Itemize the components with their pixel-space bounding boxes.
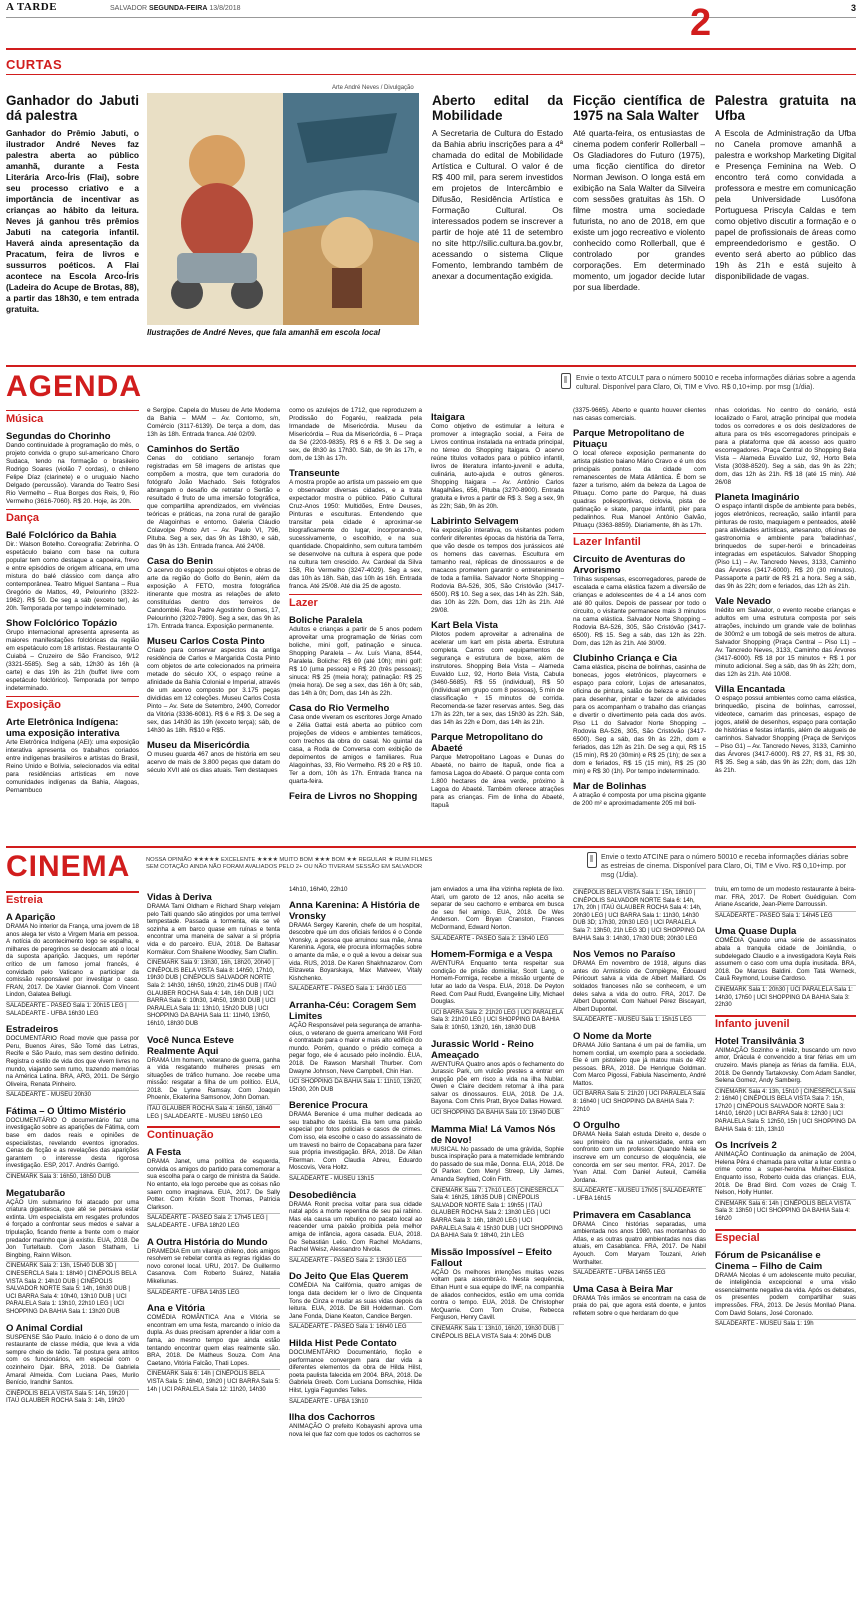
event-text: Parque Metropolitano Lagoas e Dunas do Abaeté, no bairro de Itapuã, onde fica a famosa Lagoa do Abaeté. O parque conta com 1.800 hectares de área verde, próximo à Lagoa do Abaeté. Também oferece atrações para as crianças. Fim de linha do Abaeté, Itapuã: [431, 754, 564, 809]
event-text: O espaço possui ambientes como cama elástica, brinquedão, piscina de bolinhas, carrossel, videotece, camarim das princesas, espaço de jogos, ateliê de desenhos, espaço para contação de histórias e festas infantis, além de alugueis de carrinhos. Salvador Shopping (Praça de Serviços – Piso G1) – Av. Tancredo Neves, 3133, Caminho das Árvores (3417-6000). R$ 27, R$ 31, R$ 30, R$ 35. Seg a sáb, das 9h às 22h; dom, das 12h às 21h.: [715, 695, 856, 774]
event-title: Feira de Livros no Shopping: [289, 791, 418, 802]
movie-title: Hilda Hist Pede Contato: [289, 1337, 397, 1349]
movie-title: Mamma Mia! Lá Vamos Nós de Novo!: [431, 1123, 556, 1146]
event-title: Show Folclórico Topázio: [6, 618, 118, 629]
event-text: Casa onde viveram os escritores Jorge Amado e Zélia Gattai está aberta ao público com projeções de vídeos e ambientes temáticos, com trechos da obra do casal. No quintal da casa, a Roda de Conversa com exibição de depoimentos de amigos e familiares. Rua Alagoinhas, 33, Rio Vermelho. R$ 20 e R$ 10. Ter a dom, 10h às 17h. Entrada franca na quarta-feira.: [289, 714, 422, 785]
movie-title: Os Incríveis 2: [715, 1140, 777, 1152]
illustration-art: [147, 93, 419, 325]
movie-synopsis: DOCUMENTÁRIO Documentário, ficção e performance convergem para dar vida a diferentes elementos da obra de Hilda Hilst, poeta paulista falecida em 2004. BRA, 2018. De Gabriela Greeb. Com Luciana Domschke, Hilda Hilst, Lygia Fagundes Telles.: [289, 1348, 422, 1394]
movie-synopsis: DRAMA Cinco histórias separadas, uma ambientada nos anos 1980, nas montanhas do Atlas, e as outras quatro ambientadas nos dias atuais, em Casablanca. FRA, 2017. De Nabil Ayouch. Com Maryam Touzani, Arieh Worthalter.: [573, 1220, 706, 1266]
event-text: Dando continuidade à programação do mês, o projeto convida o grupo sul-americano Choro Sudaca, tendo na formação o brasileiro Rodrigo Soares (violão 7 cordas), o chileno Felipe Díaz (clarinete) e o uruguaio Nacho Delgado (percussão). Varanda do Teatro Sesi Rio Vermelho – Rua Borges dos Reis, 9, Rio Vermelho (3616-7060). R$ 20. Hoje, às 20h.: [6, 442, 139, 505]
article-body: A Escola de Administração da Ufba no Canela promove amanhã a palestra e workshop Marketing Digital e Presença Feminina na Web. O encontro terá como convidada a professora e mestre em comunicação pela Universidade Lusófona Portuguesa Priscyla Caldas e tem como objetivo discutir a formação e o papel de profissionais de áreas como empreendedorismo e gestão. O evento será aberto ao público das 19h às 21h e está sujeito à disponibilidade de vagas.: [715, 128, 856, 281]
cinema-rule: [6, 846, 856, 848]
article-body: A Secretaria de Cultura do Estado da Bahia abriu inscrições para a 4ª chamada do edital de Mobilidade Artística e Cultural. O valor é de R$ 400 mil, para serem investidos em projetos de Intercâmbio e Difusão, Residência Artística e Formação Cultural. Os interessados podem se inscrever a partir de hoje até 11 de setembro no site http://silic.cultura.ba.gov.br, acessando o sistema Clique Fomento, lembrando também de anexar a documentação exigida.: [432, 128, 563, 281]
masthead: [6, 0, 856, 18]
article-body: Até quarta-feira, os entusiastas de cinema podem conferir Rollerball – Os Gladiadores do Futuro (1975), uma ficção científica do diretor Norman Jewison. O longa está em exibição na Sala Walter da Silveira com sessões gratuitas às 15h. O filme mostra uma sociedade futurista, no ano de 2018, em que existe um jogo recreativo e violento conhecido como Rollerball, que é controlado por grandes corporações. Em determinado momento, um jogador decide lutar por sua liberdade.: [573, 128, 705, 292]
event-title: Balé Folclórico da Bahia: [6, 530, 117, 541]
event-title: Boliche Paralela: [289, 615, 363, 626]
cinema-subsection: Infanto juvenil: [715, 1015, 856, 1030]
event-text: O museu guarda 467 anos de história em seu acervo de mais de 3.800 peças que datam do século XVII até os dias atuais. Tem destaques: [147, 751, 280, 774]
movie-synopsis: COMÉDIA Quando uma série de assassinatos abala a tranquila cidade de Joinlândia, o subdelegado Claudio e a investigadora Keyla Reis assumem o caso com uma dupla inusitada. BRA, 2018. De Marcus Baldini. Com Tatá Werneck, Cauã Reymond, Louise Cardoso.: [715, 937, 856, 983]
dateline: SALVADOR SEGUNDA-FEIRA 13/8/2018: [110, 5, 241, 12]
movie-showtimes: CINEMARK Sala 3: 16h50, 18h50 DUB: [6, 1172, 139, 1182]
movie-showtimes: UCI SHOPPING DA BAHIA Sala 1: 11h10, 13h20, 15h30, 20h DUB: [289, 1079, 422, 1093]
movie-title: Você Nunca Esteve Realmente Aqui: [147, 1034, 234, 1057]
cinema-subsection: Especial: [715, 1229, 856, 1244]
agenda-category: Dança: [6, 509, 139, 525]
movie-showtimes: UCI BARRA Sala 2: 21h20 LEG | UCI PARALELA Sala 3: 21h20 LEG | UCI SHOPPING DA BAHIA Sala 8: 10h50, 13h20, 16h, 18h30 DUB: [431, 1009, 564, 1031]
movie-synopsis: truiu, em torno de um modesto restaurante à beira-mar. FRA, 2017. De Robert Guédiguian. Com Ariane Ascaride, Jean-Pierre Darroussin.: [715, 886, 856, 909]
movie-title: Ilha dos Cachorros: [289, 1412, 376, 1424]
cinema-column-4: [431, 886, 564, 1598]
movie-title: A Aparição: [6, 912, 56, 923]
movie-showtimes: SALADEARTE - PASEO Sala 2: 13h40 LEG: [431, 934, 564, 944]
movie-showtimes: SALADEARTE - PASEO Sala 1: 16h40 LEG: [289, 1322, 422, 1332]
movie-synopsis: SUSPENSE São Paulo. Inácio é o dono de um restaurante de classe média, que leva a vida sempre cheio de tédio. Tal postura gera atritos com os funcionários, em especial com o cozinheiro Djair. BRA, 2018. De Gabriela Amaral Almeida. Com Luciana Paes, Murilo Benício, Irandhir Santos.: [6, 1333, 139, 1387]
movie-title: Uma Casa à Beira Mar: [573, 1283, 673, 1295]
cinema-sms-promo: Envie o texto ATCINE para o número 50010 e receba informações diárias sobre as estreias de cinema. Disponível para Claro, Oi, TIM e Vivo. R$ 0,10+imp. por msg (1/dia).: [601, 854, 849, 879]
event-text: Na exposição interativa, os visitantes podem conferir diferentes épocas da história da Terra, que vão desde os tempos dos jurássicos até os homens das cavernas. Escultura em tamanho real, réplicas de dinossauros e de macacos prometem garantir o entretenimento de toda a família. Salvador Norte Shopping – Rodovia BA-526, 305, São Cristóvão (3417-6500). R$ 10. Seg a sex, das 14h às 22h. Sáb, das 10h às 22h. Dom, das 12h às 21h. Até 29/08.: [431, 527, 564, 614]
movie-synopsis: DRAMA No interior da França, uma jovem de 18 anos alega ter visto a Virgem Maria em pessoa. A notícia do acontecimento logo se espalha, e milhares de peregrinos se deslocam até o local da suposta aparição. Jacques, um repórter crítico de um famoso jornal francês, é convidado pelo Vaticano a participar da comissão responsável por investigar o caso. FRAN, 2017. De Xavier Giannoli. Com Vincent Lindon, Galatea Bellugi.: [6, 923, 139, 999]
photo-caption: Ilustrações de André Neves, que fala amanhã em escola local: [147, 328, 381, 337]
event-text: Dir.: Walson Botelho. Coreografia: Zebrinha. O espetáculo baiano com base na cultura popular tem como destaque a capoeira, frevo e entre episódios de origem africana, em uma mistura do balé clássico com dança afro contemporânea. Teatro Miguel Santana – Rua Gregório de Mattos, 49, Pelourinho (3322-1962). R$ 50. De seg a sáb (exceto ter), às 20h. Temporada por tempo indeterminado.: [6, 541, 139, 612]
event-text: Pilotos podem aproveitar a adrenalina de acelerar um kart em pista aberta. Estrutura completa. Carros com equipamentos de segurança e estrutura de boxe, além de instrutores. Shopping Bela Vista – Alameda Euvaldo Luz, 92, Horto Bela Vista, Cabula (3460-5685). R$ 55 (individual), R$ 50 (individual em grupo com 8 pessoas), 5 min de classificação + 15 minutos de corrida. Recomenda-se fazer reservas antes. Seg, das 17h às 22h, ter a sex, das 15h30 às 22h. Sáb, das 14h às 22h e Dom, das 14h às 21h.: [431, 631, 564, 726]
movie-title: O Animal Cordial: [6, 1322, 83, 1334]
agenda-category: Lazer: [289, 594, 422, 610]
event-title: Casa do Benin: [147, 556, 213, 567]
curtas-section-title: CURTAS: [6, 57, 63, 72]
agenda-column-2: [147, 407, 280, 837]
movie-title: Berenice Procura: [289, 1100, 368, 1112]
event-title: Caminhos do Sertão: [147, 444, 240, 455]
movie-showtimes: SALADEARTE - MUSEU Sala 1: 19h: [715, 1319, 856, 1329]
event-title: Transeunte: [289, 468, 340, 479]
movie-synopsis: AVENTURA Quatro anos após o fechamento do Jurassic Park, um vulcão prestes a entrar em erupção põe em risco a vida na ilha Nublar. Owen e Claire decidem retornar à ilha para salvar os dinossauros. EUA, 2018. De J.A. Bayona. Com Chris Pratt, Bryce Dallas Howard.: [431, 1060, 564, 1106]
event-title: Vale Nevado: [715, 596, 771, 607]
movie-title: Jurassic World - Reino Ameaçado: [431, 1038, 534, 1061]
movie-title: Primavera em Casablanca: [573, 1209, 691, 1221]
event-text: Cenas do cotidiano sertanejo foram registradas em 58 imagens de artistas que compõem a mostra, que tem curadoria do fotógrafo João Machado. Seis fotógrafos abrangam o desafio de retratar o Sertão e resultado é fruto de uma imersão fotográfica, que compartilha aprendizados, em vivências teóricas e práticas, na zona rural de garajão de Alagoinhas e entorno. Galeria Cláudio Colavolpe Photo Art – Av. Paulo VI, 796, Pituba. Seg a sex, das 9h às 18h30, e sáb, das 9h às 13h. Entrada franca. Até 24/08.: [147, 455, 280, 550]
agenda-column-1: [6, 407, 139, 837]
movie-synopsis: DRAMA Três irmãos se encontram na casa de praia do pai, que agora está doente, e juntos refletem sobre o que herdaram do que: [573, 1294, 706, 1317]
movie-title: Nos Vemos no Paraíso: [573, 949, 676, 961]
cinema-column-3: [289, 886, 422, 1598]
movie-synopsis: ANIMAÇÃO O prefeito Kobayashi aprova uma nova lei que faz com que todos os cachorros se: [289, 1423, 422, 1438]
movie-synopsis: AÇÃO Os melhores intenções muitas vezes voltam para assombrá-lo. Nesta sequência, Ethan Hunt e sua equipe do IMF, na companhia de aliados conhecidos, estão em uma corrida contra o tempo. EUA, 2018. De Christopher McQuarrie. Com Tom Cruise, Rebecca Ferguson, Henry Cavill.: [431, 1268, 564, 1322]
cinema-column-6: [715, 886, 856, 1598]
event-text: como os azulejos de 1712, que reproduzem a Prodissão do Fogaréu, realizada pela Irmandade de Misericórdia. Museu da Misericórdia – Rua da Misericórdia, 6 – Praça da Sé (2203-9835). R$ 6 e R$ 3. De seg a sex, de 8h30 às 17h30. Sáb, de 9h às 17h, e dom, de 13h às 17h.: [289, 407, 422, 462]
movie-showtimes: SALADEARTE - PASEO Sala 2: 17h45 LEG | SALADEARTE - UFBA 18h20 LEG: [147, 1213, 280, 1230]
event-text: Trilhas suspensas, escorregadores, parede de escalada e cama elástica fazem a diversão de crianças e adolescentes de 4 a 14 anos com até 80 quilos. Depois de passear por todo o circuito, o visitante permanece mais 3 minutos na cama elástica. Salvador Norte Shopping – Rodovia BA-526, 305, São Cristóvão (3417-6500). R$ 15. Seg a sáb, das 12h às 22h. Dom, das 12h às 21h. Até 30/09.: [573, 576, 706, 647]
movie-showtimes: CINEMARK Sala 4: 13h, 15h10 | CINESERCLA Sala 2: 16h40 | CINÉPOLIS BELA VISTA Sala 7: 15h, 17h20 | CINÉPOLIS SALVADOR NORTE Sala 3: 14h10, 16h20 | UCI BARRA Sala 8: 12h30 | UCI PARALELA Sala 5: 12h50, 15h | UCI SHOPPING DA BAHIA Sala 6: 11h, 13h10: [715, 1088, 856, 1133]
movie-title: Do Jeito Que Elas Querem: [289, 1271, 409, 1283]
curta-item-edital: [432, 93, 563, 343]
movie-showtimes: UCI SHOPPING DA BAHIA Sala 10: 13h40 DUB: [431, 1108, 564, 1118]
event-title: Arte Eletrônica Indígena: uma exposição interativa: [6, 717, 120, 739]
movie-showtimes: CINEMARK Sala 9: 13h30, 16h, 18h20, 20h40 | CINÉPOLIS BELA VISTA Sala 8: 14h50, 17h10, 19h30 DUB | CINÉPOLIS SALVADOR NORTE Sala 2: 14h30, 16h50, 19h20, 21h45 DUB | ITAÚ GLAUBER ROCHA Sala 4: 14h, 16h DUB | UCI BARRA Sala 6: 10h30, 14h50, 19h30 DUB | UCI PARALELA Sala 11: 13h10, 15h20 DUB | UCI SHOPPING DA BAHIA Sala 11: 11h40, 13h50, 16h10, 18h30 DUB: [147, 958, 280, 1028]
movie-showtimes: SALADEARTE - PASEO Sala 1: 20h15 LEG | SALADEARTE - UFBA 16h30 LEG: [6, 1001, 139, 1018]
movie-title: Anna Karenina: A História de Vronsky: [289, 899, 420, 922]
phone-icon: [587, 852, 597, 868]
headline: Ficção científica de 1975 na Sala Walter: [573, 93, 705, 123]
cinema-column-2: [147, 886, 280, 1598]
movie-synopsis: DOCUMENTÁRIO Road movie que passa por Peru, Buenos Aires, São Tomé das Letras, Recife e São Paulo, mas sem destino definido. Registra o estilo de vida dos que vivem livres no mundo, viajando sem rumo, trazendo memórias na América Latina. BRA, ARG, 2011. De Sérgio Oliveira, Renata Pinheiro.: [6, 1035, 139, 1088]
event-text: Cama elástica, piscina de bolinhas, casinha de bonecas, jogos eletrônicos, playcorners e espaço para colorir, Lojas de artesanatos, oficina de pintura, salão de beleza e as cores para desenhar, pintar e fazer de atividades para os acompanham o trabalho das crianças e divertir o divertimento pela cada dos avós. Piso L1 do Salvador Norte Shopping – Rodovia BA-526, 305, São Cristóvão (3417-6500). Seg a sáb, das 9h às 22h, dom e feriados, das 12h às 21h. De seg a qui, R$ 15 (15 min), R$ 20 (30min) e R$ 25 (1h); de sex a dom e feriados, R$ 15 (15 min), R$ 25 (30 min) e R$ 30 (1h). Por tempo indeterminado.: [573, 664, 706, 775]
movie-synopsis: DRAMA Neila Salah estuda Direito e, desde o seu primeiro dia na universidade, entra em confronto com um professor. Quando Neila se inscreve em um concurso de eloquência, ele concorda em ser seu mentor. FRA, 2017. De Yvan Attal. Com Daniel Auteuil, Camélia Jordana.: [573, 1131, 706, 1184]
event-text: O local oferece exposição permanente do artista plástico baiano Mário Cravo e é um dos principais pontos da cidade com remanescentes de Mata Atlântica. É bom se fazer a turismo, além da beleza da Lagoa de Pituaçu. Como parte do Parque, há duas quadras poliesportivas, ciclovia, pista de patinação e skate, parque infantil, pier para pedalinhos. Rua Manoel Antônio Galvão, Pituaçu (3363-8859). Diariamente, 8h às 17h.: [573, 450, 706, 529]
event-title: Villa Encantada: [715, 684, 786, 695]
rating-legend: NOSSA OPINIÃO ★★★★★ EXCELENTE ★★★★ MUITO BOM ★★★ BOM ★★ REGULAR ★ RUIM FILMES SEM COTAÇÃO AINDA NÃO FORAM AVALIADOS PELO 2+ OU NÃO TIVERAM SESSÃO EM SALVADOR: [146, 857, 433, 870]
cinema-section-title: CINEMA: [6, 850, 131, 883]
movie-synopsis: DRAMA Ronit precisa voltar para sua cidade natal após a morte repentina de seu pai rabino. Mas ela causa um rebuliço no pacato local ao reacender uma paixão proibida pela melhor amiga de infância, agora casada. EUA, 2018. De Sebastián Lelio. Com Rachel McAdams, Rachel Weisz, Alessandro Nivola.: [289, 1200, 422, 1254]
movie-synopsis: DRAMA Um homem, veterano de guerra, ganha a vida resgatando mulheres presas em situações de tráfico humano. Joe recebe uma missão: resgatar a filha de um político. EUA, 2018. De Lynne Ramsay. Com Joaquin Phoenix, Ekaterina Samsonov, John Doman.: [147, 1056, 280, 1102]
event-title: Labirinto Selvagem: [431, 516, 519, 527]
agenda-rule: [6, 365, 856, 367]
curta-item-palestra: [715, 93, 856, 343]
event-title: Planeta Imaginário: [715, 492, 800, 503]
event-title: Kart Bela Vista: [431, 620, 498, 631]
curtas-rule-bottom: [6, 74, 856, 75]
headline: Palestra gratuita na Ufba: [715, 93, 856, 123]
movie-showtimes: SALADEARTE - MUSEU 17h05 | SALADEARTE - UFBA 16h15: [573, 1186, 706, 1203]
movie-synopsis: DRAMA Tami Oldham e Richard Sharp velejam pelo Taiti quando são atingidos por uma terrível tempestade. Passada a tormenta, ela se vê sozinha a em barco quase em ruínas e tenta encontrar uma maneira de salvar a si própria vida e do parceiro. EUA, 2018. De Baltasar Kormákur. Com Shailene Woodley, Sam Claflin.: [147, 903, 280, 956]
movie-showtimes: CINÉPOLIS BELA VISTA Sala 5: 14h, 19h20 | ITAÚ GLAUBER ROCHA Sala 3: 14h, 19h20: [6, 1389, 139, 1406]
phone-icon: [561, 373, 571, 389]
movie-title: Megatubarão: [6, 1187, 66, 1199]
agenda-section-title: AGENDA: [6, 370, 143, 403]
section-number: 2: [690, 2, 712, 44]
event-title: Itaigara: [431, 412, 465, 423]
movie-showtimes: CINEMARK Sala 1: 13h10, 16h20, 19h30 DUB | CINÉPOLIS BELA VISTA Sala 4: 20h45 DUB: [431, 1324, 564, 1341]
movie-synopsis: jam enviados a uma ilha vizinha repleta de lixo. Atari, um garoto de 12 anos, não aceita se separar de seu cachorro e embarca em busca de seu fiel amigo. EUA, 2018. De Wes Anderson. Com Bryan Cranston, Frances McDormand, Edward Norton.: [431, 886, 564, 931]
movie-synopsis: 14h10, 16h40, 22h10: [289, 886, 348, 893]
movie-showtimes: CINEMARK Sala 6: 14h | CINÉPOLIS BELA VISTA Sala 5: 16h40, 19h20 | UCI BARRA Sala 5: 14h | UCI PARALELA Sala 12: 11h20, 14h30: [147, 1371, 280, 1393]
event-text: O espaço infantil dispõe de ambiente para bebês, jogos eletrônicos, recreação, salão infantil para pinturas de rosto, maquiagem e penteados, ateliê para atividades artísticas, artesanato, oficinas de gastronomia e ambiente para 'baladinhas', brinquedos de super-herói e brincadeiras integradas em espetáculos. Salvador Shopping (Piso L1) – Av. Tancredo Neves, 3133, Caminho das Árvores (3417-6000). R$ 20 (30 minutos). Passaporte a partir de R$ 21 a hora. Seg a sáb, das 9h às 22h; dom e feriados, das 12h às 21h.: [715, 503, 856, 590]
movie-synopsis: DRAMA Nicolas é um adolescente muito peculiar, de inteligência excepcional e uma visão essencialmente negativa da vida. Após os debates, os presentes podem compartilhar suas impressões. FRA, 2013. De Jesús Monllaó Plana. Com David Solans, José Coronado.: [715, 1271, 856, 1317]
movie-title: Uma Quase Dupla: [715, 926, 797, 938]
agenda-column-5: [573, 407, 706, 837]
movie-title: Vidas à Deriva: [147, 892, 212, 903]
event-text: Inédito em Salvador, o evento recebe crianças e adultos em uma estrutura composta por seis atrações, incluindo um grande vale de bolinhas de 300m2 e um tobogã de seis metros de altura. Salvador Shopping (Praça Central – Piso L1) – Av. Tancredo Neves, 3133, Caminho das Árvores (3417-6000). R$ 18 por 15 minutos + R$ 1 por minuto adicional. Seg a sáb, das 9h às 22h; dom, das 12h às 21h. Até 10/08.: [715, 607, 856, 678]
movie-synopsis: DOCUMENTÁRIO O documentário faz uma investigação sobre as aparições de Fátima, com base em dados reais e opiniões de especialistas, revelando eventos ignorados. Cenas de ficção e as revelações das aparições garantem o interesse desta rigorosa investigação. ESP, 2017. Andrés Garrigó.: [6, 1116, 139, 1170]
page-number: 3: [850, 3, 856, 13]
event-title: Museu Carlos Costa Pinto: [147, 636, 265, 647]
event-text: A atração é composta por uma piscina gigante de 200 m² e aproximadamente 205 mil boli-: [573, 792, 706, 807]
event-title: Museu da Misericórdia: [147, 740, 250, 751]
event-text: O acervo do espaço possui objetos e obras de arte da região do Golfo do Benin, além da exposição A FETO, mostra fotográfica itinerante que mostra as relações de afeto constituídas dentro dos terreiros de Candomblé. Rua Padre Agostinho Gomes, 17, Pelourinho (3202-7890). Seg a sex, das 9h às 17h. Entrada franca. Exposição permanente.: [147, 567, 280, 630]
illustration-image: [147, 93, 419, 325]
movie-showtimes: CINÉPOLIS BELA VISTA Sala 1: 15h, 18h10 | CINÉPOLIS SALVADOR NORTE Sala 6: 14h, 17h, 20h | ITAÚ GLAUBER ROCHA Sala 4: 14h, 20h30 LEG | UCI BARRA Sala 1: 11h30, 14h30 DUB 3D; 17h30, 20h30 LEG | UCI PARALELA Sala 7: 13h50, 21h LEG 3D | UCI SHOPPING DA BAHIA Sala 3: 14h30, 17h30 DUB; 20h30 LEG: [573, 890, 705, 942]
movie-synopsis: DRAMA Janet, uma política de esquerda, convida os amigos do partido para comemorar a sua escolha para o cargo de ministra da Saúde. No entanto, ela logo percebe que as coisas não saem como imaginava. EUA, 2017. De Sally Potter. Com Kristin Scott Thomas, Patricia Clarkson.: [147, 1158, 280, 1211]
movie-synopsis: DRAMA Berenice é uma mulher dedicada ao seu trabalho de taxista. Ela tem uma paixão especial por fotos policiais e casos de crimes. Com isso, ela escolhe o caso do assassinato de um travesti no bairro de Copacabana para fazer sua própria investigação. BRA, 2018. De Allan Fiterman. Com Claudia Abreu, Eduardo Moscovis, Vera Holtz.: [289, 1111, 422, 1172]
movie-title: Fórum de Psicanálise e Cinema – Filho de Caim: [715, 1249, 823, 1272]
event-text: Como objetivo de estimular a leitura e promover a integração social, a Feira de Livros continua instalada na entrada principal, no térreo do Shopping Itaigara. O acervo reúne títulos voltados para o público infantil, livros de literatura infanto-juvenil e adulta, culinária, auto-ajuda e outros gêneros. Shopping Itaigara – Av. Antônio Carlos Magalhães, 656, Pituba (3270-8900). Entrada gratuita e livros a partir de R$ 3. Seg a sex, 9h às 22h; Sáb, 9h às 20h.: [431, 423, 564, 510]
movie-showtimes: CINEMARK Sala 6: 14h | CINÉPOLIS BELA VISTA Sala 3: 13h50 | UCI SHOPPING DA BAHIA Sala 4: 16h20: [715, 1199, 856, 1224]
movie-title: Hotel Transilvânia 3: [715, 1035, 805, 1047]
movie-title: Fátima – O Último Mistério: [6, 1105, 126, 1117]
event-text: e Sergipe. Capela do Museu de Arte Moderna da Bahia – MAM – Av. Contorno, s/n, Comércio (3117-6139). De terça a dom, das 13h às 18h. Entrada franca. Até 02/09.: [147, 407, 280, 438]
movie-showtimes: ITAÚ GLAUBER ROCHA Sala 4: 16h50, 18h40 LEG | SALADEARTE - MUSEU 18h50 LEG: [147, 1104, 280, 1121]
movie-synopsis: ANIMAÇÃO Continuação da animação de 2004, Helena Pêra é chamada para voltar a lutar contra o crime como a super-heroína Mulher-Elástica. Enquanto isso, Roberto cuida das crianças. EUA, 2018. De Brad Bird. Com vozes de Craig T. Nelson, Holly Hunter.: [715, 1151, 856, 1197]
movie-showtimes: SALADEARTE - MUSEU 20h30: [6, 1090, 139, 1100]
movie-showtimes: SALADEARTE - PASEO Sala 1: 14h45 LEG: [715, 911, 856, 921]
cinema-column-1: [6, 886, 139, 1598]
event-title: Mar de Bolinhas: [573, 781, 647, 792]
event-text: Criado para conservar aspectos da antiga residência de Carlos e Margarida Costa Pinto com objetos de arte colecionados na primeira metade do século XX, o espaço reúne a afinidade da Bahia Colonial e Imperial, através de um acervo composto por 3.175 peças divididas em 12 coleções. Museu Carlos Costa Pinto – Av. Sete de Setembro, 2490, Corredor da Vitória (3336-6081). R$ 6 e R$ 3. De seg a sex, das 14h30 às 19h (exceto terça); sáb, de 14h30 às 18h. R$10 e R$5.: [147, 647, 280, 734]
movie-title: O Nome da Morte: [573, 1030, 652, 1042]
movie-showtimes: SALADEARTE - PASEO Sala 1: 14h30 LEG: [289, 984, 422, 994]
agenda-category: Música: [6, 410, 139, 426]
curta-item-jabuti: [6, 93, 139, 343]
movie-synopsis: DRAMEDIA Em um vilarejo chileno, dois amigos resolvem se rebelar contra as regras rígidas do novo coronel local. URU, 2017. De Guillermo Casanova. Com Roberto Suárez, Natalia Mikeliunas.: [147, 1247, 280, 1285]
agenda-column-6: [715, 407, 856, 837]
movie-synopsis: DRAMA Em novembro de 1918, alguns dias antes do Armistício de Compiègne, Édouard Péricourt salva a vida de Albert Maillard. Os soldados franceses não se conhecem, e um deles salva a vida do outro. FRA, 2017. De Albert Dupontel. Com Nahuel Pérez Biscayart, Albert Dupontel.: [573, 960, 706, 1013]
event-title: Parque Metropolitano de Pituaçu: [573, 428, 685, 450]
movie-synopsis: DRAMA Sergey Karenin, chefe de um hospital, descobre que um dos oficiais feridos é o Conde Vronsky, a pessoa que arruinou sua mãe, Anna Karenina. Agora, ele procura informações sobre o amante da mãe, e o quê a levou a deixar sua vida. RUS, 2018. De Karen Shakhnazarov. Com Elizaveta Boyarskaya, Max Matveev, Vitaly Kishchenko.: [289, 921, 422, 982]
movie-title: A Festa: [147, 1147, 181, 1159]
movie-showtimes: SALADEARTE - UFBA 14h35 LEG: [147, 1288, 280, 1298]
movie-showtimes: CINEMARK Sala 1: 20h30 | UCI PARALELA Sala 1: 14h30, 17h50 | UCI SHOPPING DA BAHIA Sala 3: 22h30: [715, 985, 856, 1010]
movie-synopsis: COMÉDIA Na Califórnia, quatro amigas de longa data decidem ler o livro de Cinquenta Tons de Cinza e mudar as suas vidas depois da leitura. EUA, 2018. De Bill Holderman. Com Jane Fonda, Diane Keaton, Candice Bergen.: [289, 1282, 422, 1320]
movie-title: Homem-Formiga e a Vespa: [431, 949, 553, 961]
movie-title: Arranha-Céu: Coragem Sem Limites: [289, 999, 417, 1022]
agenda-column-4: [431, 407, 564, 837]
movie-title: Estradeiros: [6, 1024, 59, 1036]
headline: Ganhador do Jabuti dá palestra: [6, 93, 139, 123]
movie-synopsis: MUSICAL No passado de uma grávida, Sophie busca inspiração para a maternidade lembrando do passado de sua mãe, Donna. EUA, 2018. De Ol Parker. Com Meryl Streep, Lily James, Amanda Seyfried, Colin Firth.: [431, 1145, 564, 1184]
article-body: Ganhador do Prêmio Jabuti, o ilustrador André Neves faz palestra aberta ao público amanhã, durante a Festa Literária Arco-Íris (Flai), sobre seu processo criativo e a importância de incentivar as crianças ao hábito da leitura. Neves já ganhou três prêmios Jabuti na categoria infantil. Haverá ainda apresentação da Pracatum, feira de livros e sussurros poéticos. A Flai acontece na Escola Arco-Íris (Ladeira do Acupe de Brotas, 88), a partir das 18h30, e tem entrada gratuita.: [6, 128, 139, 314]
movie-showtimes: SALADEARTE - UFBA 14h55 LEG: [573, 1268, 706, 1278]
movie-synopsis: AÇÃO Um submarino foi atacado por uma criatura gigantesca, que até se pensava estar extinta. Um especialista em resgates profundos é forçado a confrontar seus medos e salvar a tripulação, ficando frente a frente com o maior predador marinho que já existiu. EUA, 2018. De Jon Turteltaub. Com Jason Statham, Li Bingbing, Rainn Wilson.: [6, 1198, 139, 1259]
agenda-sms-promo: Envie o texto ATCULT para o número 50010 e receba informações diárias sobre a agenda cultural. Disponível para Claro, Oi, TIM e Vivo. R$ 0,10+imp. por msg (1/dia).: [576, 375, 856, 391]
movie-synopsis: DRAMA Júlio Santana é um pai de família, um homem cordial, um exemplo para a sociedade. Ele é um pistoleiro que já matou mais de 492 pessoas. BRA, 2018. De Henrique Goldman. Com Marco Pigossi, Fabiula Nascimento, André Mattos.: [573, 1041, 706, 1087]
movie-title: O Orgulho: [573, 1120, 620, 1132]
agenda-column-3: [289, 407, 422, 837]
event-text: A mostra propõe ao artista um passeio em que o observador diversas cidades, e a trata expectador mostra o público. Pátio Cultural Cruz-Anos 1950: Multidões, Entre Deuses, Pinturas e esculturas. Entendendo que transitar pela cidade é aproximar-se biograficamente do lugar, incorporando-o, sucessivamente, o escolhido, e na sua quantidade. Chopaldinho, sem cultura também se desenvolve na cultura à espera que pode na cultura tem crescido. Av. Cardeal da Silva 158, Rio Vermelho (3247-4029). Seg a sex, das 10h às 18h. Sáb, das 10h às 16h. Entrada franca. Até 25/08. Até dia 25 de agosto.: [289, 479, 422, 590]
event-title: Circuito de Aventuras do Arvorismo: [573, 554, 686, 576]
event-title: Parque Metropolitano do Abaeté: [431, 732, 543, 754]
movie-showtimes: CINEMARK Sala 7: 17h10 LEG | CINESERCLA Sala 4: 16h25, 18h35 DUB | CINÉPOLIS SALVADOR NORTE Sala 1: 19h55 | ITAÚ GLAUBER ROCHA Sala 2: 13h30 LEG | UCI BARRA Sala 3: 16h, 18h20 LEG | UCI PARALELA Sala 4: 15h30 DUB | UCI SHOPPING DA BAHIA Sala 9: 18h40, 21h LEG: [431, 1187, 563, 1240]
movie-showtimes: SALADEARTE - MUSEU 13h15: [289, 1174, 422, 1184]
movie-showtimes: SALADEARTE - MUSEU Sala 1: 15h15 LEG: [573, 1015, 706, 1025]
movie-showtimes: UCI BARRA Sala 5: 21h20 | UCI PARALELA Sala 8: 16h40 | UCI SHOPPING DA BAHIA Sala 7: 22h10: [573, 1091, 705, 1113]
movie-synopsis: COMÉDIA ROMÂNTICA Ana e Vitória se encontram em uma festa, marcando o início da dupla. As duas precisam aprender a lidar com a fama, ao mesmo tempo que ainda estão tentando encontrar quem elas realmente são. BRA, 2018. De Matheus Souza. Com Ana Caetano, Vitória Falcão, Thati Lopes.: [147, 1314, 280, 1367]
agenda-category: Exposição: [6, 696, 139, 712]
cinema-column-5: [573, 886, 706, 1598]
event-text: (3375-9665). Aberto e quanto houver clientes nas casas comerciais.: [573, 407, 706, 422]
event-title: Segundas do Chorinho: [6, 431, 111, 442]
event-text: nhas coloridas. No centro do cenário, está localizado o Farol, atração principal que modela todos os corredores e os dois deslizadores de altura para os três escorregadores principais e para a plataforma que dá acesso aos quatro escorregadores. Praça Central do Shopping Bela Vista – Alameda Euvaldo Luz, 92, Horto Bela Vista (3038-8520). Seg a sáb, das 9h às 22h; dom, das 12h às 21h. R$ 18 (até 15 min). Até 26/08: [715, 407, 856, 486]
movie-title: A Outra História do Mundo: [147, 1236, 268, 1248]
agenda-category: Lazer Infantil: [573, 533, 706, 549]
event-text: Adultos e crianças a partir de 5 anos podem aproveitar uma programação de férias com boliche, mini golf, patinação e sinuca. Shopping Paralela – Av. Luís Viana, 8544, Paralela. Boliche: R$ 69 (até 10h); mini golf: R$ 10 (uma pessoa) e R$ 20 (três pessoas); sinuca: R$ 25 (meia hora); patinação: R$ 25 (meia hora). De seg a sex, das 16h à 0h; sáb, das 14h à 0h; Dom, das 14h às 22h.: [289, 626, 422, 697]
movie-showtimes: SALADEARTE - UFBA 13h10: [289, 1397, 422, 1407]
movie-showtimes: SALADEARTE - PASEO Sala 2: 13h30 LEG: [289, 1256, 422, 1266]
curtas-rule: [6, 48, 856, 50]
event-title: Clubinho Criança e Cia: [573, 653, 677, 664]
movie-synopsis: AVENTURA Enquanto tenta respeitar sua condição de prisão domiciliar, Scott Lang, o Homem-Formiga, recebe a missão urgente de lutar ao lado da Vespa. EUA, 2018. De Peyton Reed. Com Paul Rudd, Evangeline Lilly, Michael Douglas.: [431, 960, 564, 1006]
movie-synopsis: ANIMAÇÃO Sozinho e infeliz, buscando um novo amor, Drácula é convencido a tirar férias em um cruzeiro. Mavis planeja as férias da família. EUA, 2018. De Genndy Tartakovsky. Com Adam Sandler, Selena Gomez, Andy Samberg.: [715, 1046, 856, 1085]
movie-title: Ana e Vitória: [147, 1303, 205, 1315]
headline: Aberto edital da Mobilidade: [432, 93, 563, 123]
movie-synopsis: AÇÃO Responsável pela segurança de arranha-céus, o veterano de guerra americano Will Ford é contratado para o maior e mais alto edifício do mundo. Porém, quando o prédio começa a pegar fogo, ele é acusado pelo incêndio. EUA, 2018. De Rawson Marshall Thurber. Com Dwayne Johnson, Neve Campbell, Chin Han.: [289, 1021, 422, 1075]
cinema-subsection: Continuação: [147, 1126, 280, 1141]
event-title: Casa do Rio Vermelho: [289, 703, 390, 714]
cinema-subsection: Estreia: [6, 891, 139, 906]
curta-item-ficcao: [573, 93, 705, 343]
newspaper-brand: A TARDE: [6, 1, 58, 13]
movie-showtimes: CINEMARK Sala 2: 13h, 15h40 DUB 3D | CINESERCLA Sala 1: 18h40 | CINÉPOLIS BELA VISTA Sala 2: 14h10 DUB | CINÉPOLIS SALVADOR NORTE Sala 5: 14h, 16h30 DUB | UCI BARRA Sala 4: 10h40, 13h10 DUB | UCI PARALELA Sala 1: 13h10, 22h10 LEG | UCI SHOPPING DA BAHIA Sala 1: 13h20 DUB: [6, 1261, 139, 1316]
movie-title: Desobediência: [289, 1189, 357, 1201]
photo-credit: Arte André Neves / Divulgação: [332, 85, 414, 91]
movie-title: Missão Impossível – Efeito Fallout: [431, 1246, 552, 1269]
event-text: Grupo internacional apresenta apresenta as maiores manifestações folclóricas da região em espetáculo com 18 artistas. Restaurante O Cuiabá – Cruzeiro de São Francisco, 9/12 (3321-5585). Seg a sáb, 12h30 às 16h (à carte) e das 19h às 21h (buffet livre com espetáculo folclórico). Temporada por tempo indeterminado.: [6, 629, 139, 692]
event-text: Arte Eletrônica Indígena (AEI): uma exposição interativa apresenta os trabalhos coriados entre indígenas brasileiros e artistas do Brasil, Reino Unido e Bolívia, selecionados via edital para residências artísticas em nove comunidades indígenas da Bahia, Alagoas, Pernambuco: [6, 739, 139, 794]
